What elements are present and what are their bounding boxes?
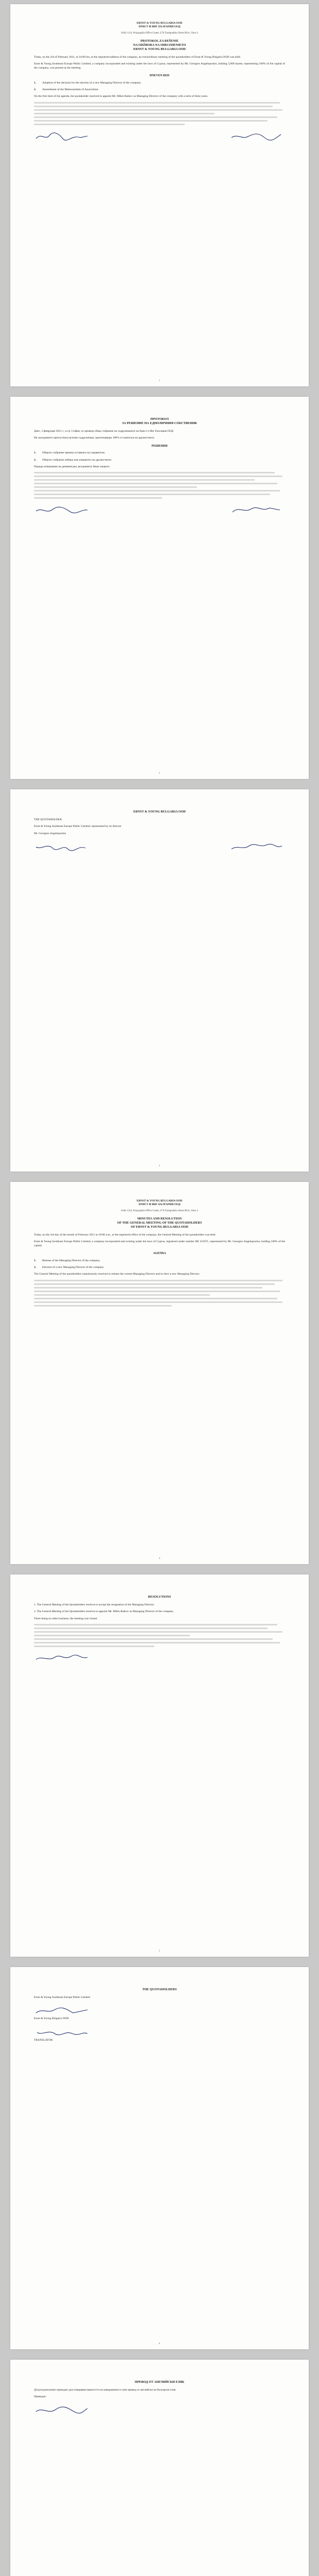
- signature-block: [34, 1652, 149, 1665]
- section-heading: AGENDA: [153, 1252, 166, 1256]
- agenda-item: 1. Adoption of the decision for the election of a new Managing Director of the company.: [34, 81, 141, 84]
- paragraph: Today, on the 3rd day of the month of February 2011 at 10:00 a.m., at the registered office of the company, the General Meeting of the quotaholders was held.: [34, 1233, 216, 1236]
- page-title: MINUTES AND RESOLUTION OF THE GENERAL MEETING OF THE QUOTAHOLDERS OF ERNST & YOUNG BULGARIA OOD: [117, 1217, 202, 1229]
- paragraph: Ernst & Young Southeast Europe Public Limited, a company incorporated and existing under the laws of Cyprus, registered under number HE 161071, represented by Mr. Georgios Angelopoulos, holding 100% of the capital.: [34, 1240, 285, 1247]
- company-address: Sofia 1124, Polygraphia Office Center, 47A Tsarigradsko Shose Blvd., floor 4: [121, 1210, 198, 1212]
- page-number: 3: [158, 1165, 161, 1167]
- company-address: Sofia 1124, Polygraphia Office Center, 47A Tsarigradsko Shose Blvd., floor 4: [121, 32, 198, 35]
- section-heading: DNEVEN RED: [149, 74, 170, 78]
- signature-block: [34, 2005, 149, 2017]
- signature-block: [34, 504, 149, 516]
- page-number: 2: [158, 772, 161, 775]
- page-title: ПРЕВОД ОТ АНГЛИЙСКИ ЕЗИК: [134, 2380, 185, 2384]
- signature-row: [34, 2404, 285, 2417]
- signature-row: [34, 841, 285, 853]
- agenda-item: 2. Election of a new Managing Director of the company.: [34, 1266, 104, 1269]
- document-page-7: [10, 2360, 309, 2576]
- company-name-bg: ЕРНСТ И ЯНГ БЪЛГАРИЯ ООД: [138, 25, 181, 28]
- agenda-item: 1. Общото събрание приема оставката на управителя.: [34, 451, 105, 455]
- signature-block: [34, 2026, 149, 2039]
- paragraph: 1. The General Meeting of the Quotaholders resolves to accept the resignation of the Managing Director.: [34, 1603, 155, 1606]
- paragraph: Днес, 3 февруари 2011 г., в гр. София, се проведе общо събрание на съдружниците на Ернст и Янг България ООД.: [34, 430, 174, 433]
- handwritten-signature: [34, 505, 91, 515]
- paragraph: TRANSLATOR: [34, 2038, 53, 2042]
- paragraph: Ernst & Young Bulgaria OOD: [34, 2017, 69, 2021]
- page-title: ERNST & YOUNG BULGARIA OOD: [133, 810, 186, 814]
- paragraph: On the first item of the agenda, the quotaholder resolved to appoint Mr. Milen Raikov as Managing Director of the company with a term of three years.: [34, 95, 208, 98]
- signature-row: [34, 2005, 285, 2017]
- document-page-3: [10, 789, 309, 1172]
- page-title: THE QUOTAHOLDERS: [142, 1988, 177, 1991]
- section-heading: РЕШЕНИЯ: [151, 444, 168, 448]
- paragraph: Поради изчерпване на дневния ред заседанието беше закрито.: [34, 465, 110, 469]
- page-number: 4: [158, 1557, 161, 1560]
- paragraph: Ernst & Young Southeast Europe Public Limited, a company incorporated and existing under the laws of Cyprus, represented by Mr. Georgios Angelopoulos, holding 5,000 shares, representing 100% of the capital of the company, was present at the meeting.: [34, 62, 285, 70]
- paragraph: Ernst & Young Southeast Europe Public Limited, represented by its director: [34, 825, 121, 828]
- signature-block: [170, 130, 285, 143]
- page-title: PROTOKOL ZA REŠENIE NA ODŽBORA NA SDRUZHENIETO ERNST & YOUNG BULGARIA OOD: [133, 39, 186, 51]
- document-page-1: [10, 4, 309, 386]
- paragraph: 2. The General Meeting of the Quotaholders resolves to appoint Mr. Milen Raikov as Managing Director of the company.: [34, 1610, 174, 1614]
- handwritten-signature: [228, 131, 285, 142]
- signature-block: [34, 2404, 149, 2417]
- paragraph: Mr. Georgios Angelopoulos: [34, 832, 66, 835]
- text-block: [34, 102, 285, 125]
- handwritten-signature: [34, 2006, 91, 2016]
- signature-block: [34, 841, 149, 853]
- agenda-item: 1. Release of the Managing Director of the company.: [34, 1259, 101, 1262]
- signature-row: [34, 2026, 285, 2039]
- company-letterhead: ERNST & YOUNG BULGARIA OOD ЕРНСТ И ЯНГ БЪЛГАРИЯ ООД: [136, 1199, 183, 1206]
- page-number: 6: [158, 2343, 161, 2345]
- paragraph: Today, on the 3rd of February 2011, at 10:00 hrs, at the registered address of the company, an extraordinary meeting of the quotaholders of Ernst & Young Bulgaria OOD was held.: [34, 56, 241, 59]
- handwritten-signature: [34, 842, 91, 852]
- paragraph: THE QUOTAHOLDER: [34, 818, 62, 821]
- signature-block: [170, 841, 285, 853]
- signature-row: [34, 130, 285, 143]
- document-page-6: [10, 1967, 309, 2349]
- handwritten-signature: [228, 505, 285, 515]
- company-letterhead: [34, 22, 285, 29]
- company-name: ERNST & YOUNG BULGARIA OOD: [136, 22, 183, 25]
- page-number: 5: [158, 1950, 161, 1953]
- handwritten-signature: [34, 2027, 91, 2038]
- handwritten-signature: [34, 131, 91, 142]
- paragraph: Ernst & Young Southeast Europe Public Limited: [34, 1996, 90, 1999]
- handwritten-signature: [228, 842, 285, 852]
- text-block: [34, 472, 285, 499]
- page-title: RESOLUTIONS: [148, 1595, 171, 1599]
- paragraph: Преводач:: [34, 2395, 47, 2399]
- signature-row: [34, 1652, 285, 1665]
- document-page-4: [10, 1182, 309, 1564]
- signature-row: [34, 504, 285, 516]
- signature-block: [170, 504, 285, 516]
- handwritten-signature: [34, 1653, 91, 1664]
- text-block: [34, 1624, 285, 1647]
- document-page-2: [10, 397, 309, 779]
- paragraph: The General Meeting of the quotaholders unanimously resolved to release the current Managing Director and to elect a new Managing Director.: [34, 1273, 200, 1276]
- agenda-item: 2. Общото събрание избира нов управител на дружеството.: [34, 458, 112, 462]
- agenda-item: 2. Amendment of the Memorandum of Association.: [34, 88, 99, 92]
- page-number: 1: [158, 380, 161, 382]
- page-title: ПРОТОКОЛ ЗА РЕШЕНИЕ НА ЕДНОЛИЧНИЯ СОБСТВЕНИК: [122, 417, 197, 425]
- signature-block: [34, 130, 149, 143]
- text-block: [34, 1280, 285, 1307]
- handwritten-signature: [34, 2405, 91, 2416]
- paragraph: Долуподписаният преводач удостоверявам верността на извършения от мен превод от английски на български език.: [34, 2388, 176, 2392]
- paragraph: На заседанието присъстваха всички съдружници, притежаващи 100% от капитала на дружеството.: [34, 436, 155, 440]
- paragraph: There being no other business, the meeting was closed.: [34, 1617, 98, 1620]
- document-page-5: [10, 1574, 309, 1957]
